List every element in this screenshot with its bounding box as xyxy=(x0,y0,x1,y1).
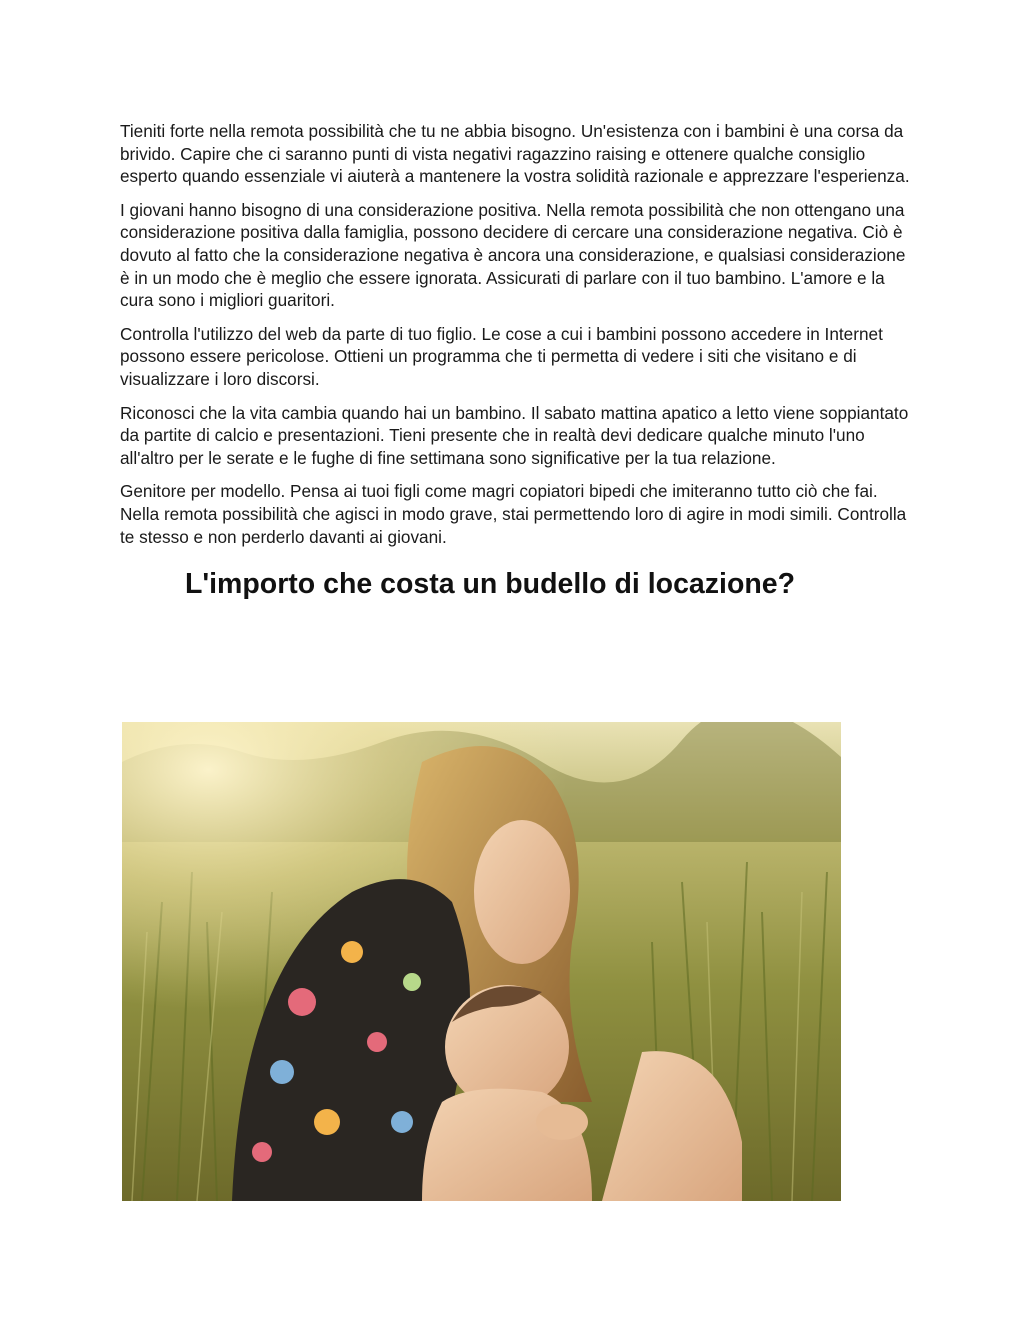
paragraph-5: Genitore per modello. Pensa ai tuoi figli come magri copiatori bipedi che imiteranno tutto ciò che fai. Nella remota possibilità che agisci in modo grave, stai permettendo loro di agire in modi simili. Controlla te stesso e non perderlo davanti ai giovani. xyxy=(120,481,907,547)
paragraph-1: Tieniti forte nella remota possibilità che tu ne abbia bisogno. Un'esistenza con i bambini è una corsa da brivido. Capire che ci saranno punti di vista negativi ragazzino raising e ottenere qualche consiglio esperto quando essenziale vi aiuterà a mantenere la vostra solidità razionale e apprezzare l'esperienza. xyxy=(120,121,910,187)
paragraph-4: Riconosci che la vita cambia quando hai un bambino. Il sabato mattina apatico a letto viene soppiantato da partite di calcio e presentazioni. Tieni presente che in realtà devi dedicare qualche minuto l'uno all'altro per le serate e le fughe di fine settimana sono significative per la tua relazione. xyxy=(120,402,909,468)
section-heading: L'importo che costa un budello di locazione? xyxy=(184,568,796,601)
paragraph-3: Controlla l'utilizzo del web da parte di tuo figlio. Le cose a cui i bambini possono accedere in Internet possono essere pericolose. Ottieni un programma che ti permetta di vedere i siti che visitano e di visualizzare i loro discorsi. xyxy=(120,323,883,389)
mother-and-baby-photo xyxy=(122,722,841,1201)
paragraph-2: I giovani hanno bisogno di una considerazione positiva. Nella remota possibilità che non ottengano una considerazione positiva dalla famiglia, possono decidere di cercare una considerazione negativa. Ciò è dovuto al fatto che la considerazione negativa è ancora una considerazione, e qualsiasi considerazione è in un modo che è meglio che essere ignorata. Assicurati di parlare con il tuo bambino. L'amore e la cura sono i migliori guaritori. xyxy=(120,199,906,311)
document-body xyxy=(120,120,910,615)
